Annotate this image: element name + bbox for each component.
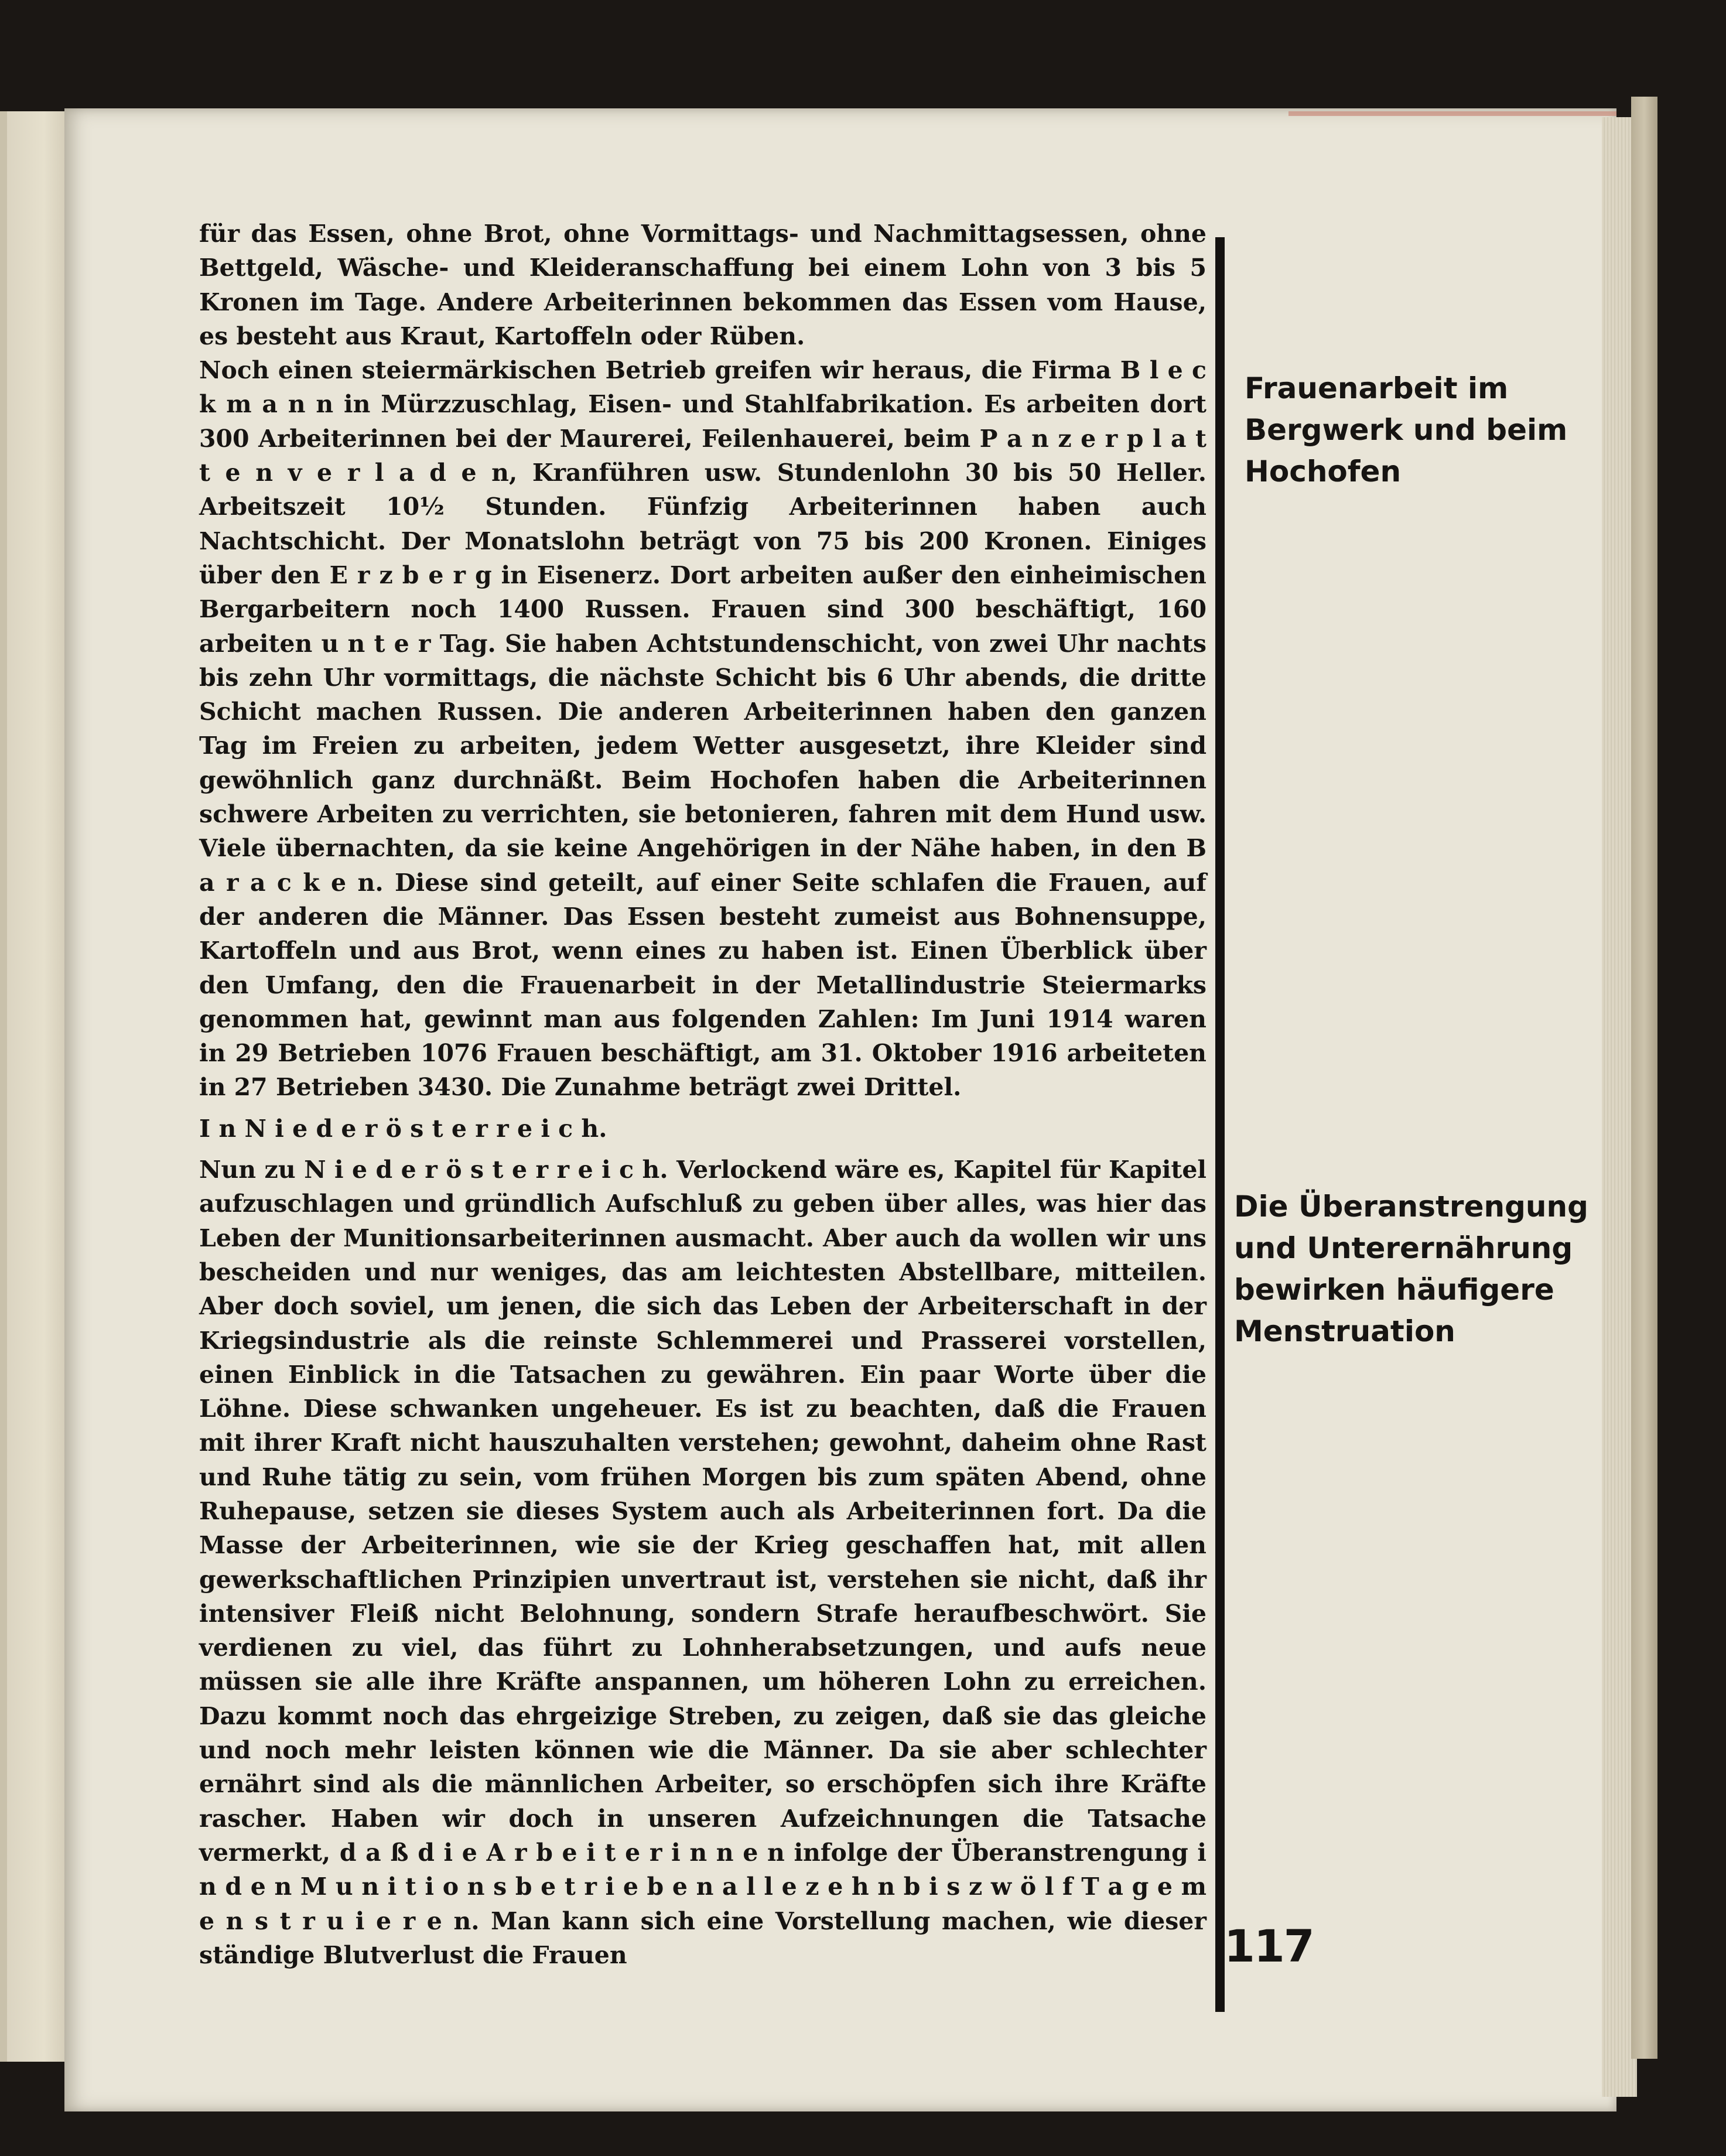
body-paragraph: für das Essen, ohne Brot, ohne Vormittags- und Nachmittagsessen, ohne Bettgeld, Wäsche- und Kleideranschaffung bei einem Lohn von 3 bis 5 Kronen im Tage. Andere Arbeiterinnen bekommen das Essen vom Hause, es besteht aus Kraut, Kartoffeln oder Rüben. [199, 220, 1207, 350]
page-number: 117 [1224, 1920, 1314, 1972]
book-cover-edge [1631, 97, 1657, 2059]
section-subheading: I n N i e d e r ö s t e r r e i c h. [199, 1114, 607, 1143]
sidebar-heading-mining: Frauenarbeit im Bergwerk und beim Hochofen [1245, 371, 1568, 488]
main-text-column [199, 217, 1207, 1972]
sidebar-heading-menstruation: Die Überanstrengung und Unterernährung bewirken häufigere Menstruation [1234, 1190, 1588, 1348]
body-paragraph: Noch einen steiermärkischen Betrieb greifen wir heraus, die Firma B l e c k m a n n in Mürzzuschlag, Eisen- und Stahlfabrikation. Es arbeiten dort 300 Arbeiterinnen bei der Maurerei, Feilenhauerei, beim P a n z e r p l a t t e n v e r l a d e n, Kranführen usw. Stundenlohn 30 bis 50 Heller. Arbeitszeit 10½ Stunden. Fünfzig Arbeiterinnen haben auch Nachtschicht. Der Monatslohn beträgt von 75 bis 200 Kronen. Einiges über den E r z b e r g in Eisenerz. Dort arbeiten außer den einheimischen Bergarbeitern noch 1400 Russen. Frauen sind 300 beschäftigt, 160 arbeiten u n t e r Tag. Sie haben Achtstundenschicht, von zwei Uhr nachts bis zehn Uhr vormittags, die nächste Schicht bis 6 Uhr abends, die dritte Schicht machen Russen. Die anderen Arbeiterinnen haben den ganzen Tag im Freien zu arbeiten, jedem Wetter ausgesetzt, ihre Kleider sind gewöhnlich ganz durchnäßt. Beim Hochofen haben die Arbeiterinnen schwere Arbeiten zu verrichten, sie betonieren, fahren mit dem Hund usw. Viele übernachten, da sie keine Angehörigen in der Nähe haben, in den B a r a c k e n. Diese sind geteilt, auf einer Seite schlafen die Frauen, auf der anderen die Männer. Das Essen besteht zumeist aus Bohnensuppe, Kartoffeln und aus Brot, wenn eines zu haben ist. Einen Überblick über den Umfang, den die Frauenarbeit in der Metallindustrie Steiermarks genommen hat, gewinnt man aus folgenden Zahlen: Im Juni 1914 waren in 29 Betrieben 1076 Frauen beschäftigt, am 31. Oktober 1916 arbeiteten in 27 Betrieben 3430. Die Zunahme beträgt zwei Drittel. [199, 356, 1207, 1102]
left-page-margin [0, 111, 73, 2062]
body-paragraph: Nun zu N i e d e r ö s t e r r e i c h. Verlockend wäre es, Kapitel für Kapitel aufzuschlagen und gründlich Aufschluß zu geben über alles, was hier das Leben der Munitionsarbeiterinnen ausmacht. Aber auch da wollen wir uns bescheiden und nur weniges, das am leichtesten Abstellbare, mitteilen. Aber doch soviel, um jenen, die sich das Leben der Arbeiterschaft in der Kriegsindustrie als die reinste Schlemmerei und Prasserei vorstellen, einen Einblick in die Tatsachen zu gewähren. Ein paar Worte über die Löhne. Diese schwanken ungeheuer. Es ist zu beachten, daß die Frauen mit ihrer Kraft nicht hauszuhalten verstehen; gewohnt, daheim ohne Rast und Ruhe tätig zu sein, vom frühen Morgen bis zum späten Abend, ohne Ruhepause, setzen sie dieses System auch als Arbeiterinnen fort. Da die Masse der Arbeiterinnen, wie sie der Krieg geschaffen hat, mit allen gewerkschaftlichen Prinzipien unvertraut ist, verstehen sie nicht, daß ihr intensiver Fleiß nicht Belohnung, sondern Strafe heraufbeschwört. Sie verdienen zu viel, das führt zu Lohnherabsetzungen, und aufs neue müssen sie alle ihre Kräfte anspannen, um höheren Lohn zu erreichen. Dazu kommt noch das ehrgeizige Streben, zu zeigen, daß sie das gleiche und noch mehr leisten können wie die Männer. Da sie aber schlechter ernährt sind als die männlichen Arbeiter, so erschöpfen sich ihre Kräfte rascher. Haben wir doch in unseren Aufzeichnungen die Tatsache vermerkt, d a ß d i e A r b e i t e r i n n e n infolge der Überanstrengung i n d e n M u n i t i o n s b e t r i e b e n a l l e z e h n b i s z w ö l f T a g e m e n s t r u i e r e n. Man kann sich eine Vorstellung machen, wie dieser ständige Blutverlust die Frauen [199, 1156, 1207, 1969]
page-top-edge [1288, 111, 1616, 116]
left-page-edge [0, 111, 7, 2062]
vertical-rule [1215, 237, 1225, 2012]
